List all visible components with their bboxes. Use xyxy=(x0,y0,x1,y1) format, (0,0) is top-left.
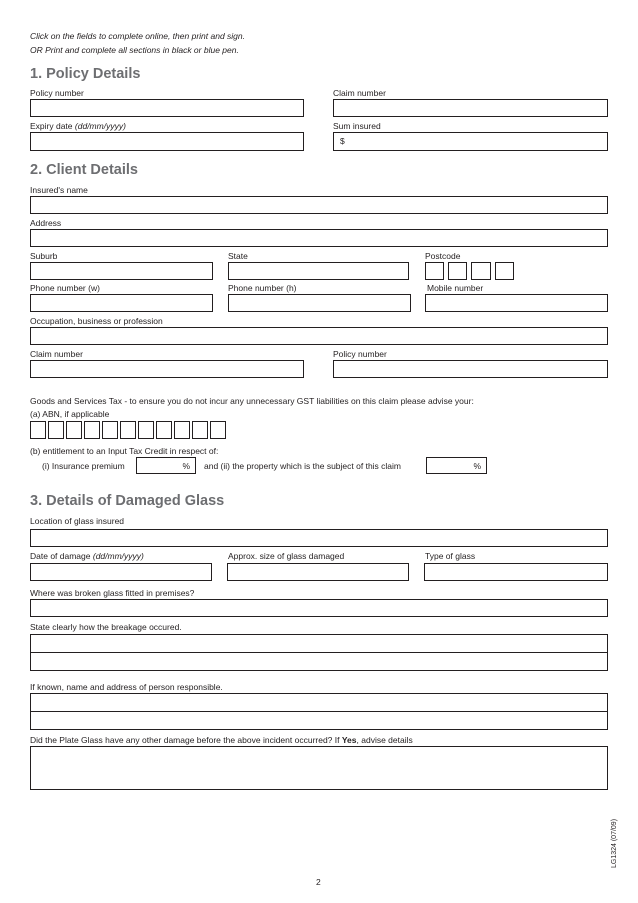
date-of-damage-label: Date of damage (dd/mm/yyyy) xyxy=(30,551,144,561)
expiry-date-label: Expiry date (dd/mm/yyyy) xyxy=(30,121,126,131)
how-occurred-field-line-2[interactable] xyxy=(30,652,608,671)
other-damage-label: Did the Plate Glass have any other damage before the above incident occurred? If Yes, advise details xyxy=(30,735,413,745)
abn-digit-8[interactable] xyxy=(156,421,172,439)
postcode-label: Postcode xyxy=(425,251,461,261)
gst-text: Goods and Services Tax - to ensure you do not incur any unnecessary GST liabilities on this claim please advise your: xyxy=(30,396,474,406)
policy-number-label: Policy number xyxy=(30,88,84,98)
abn-digit-3[interactable] xyxy=(66,421,82,439)
mobile-field[interactable] xyxy=(425,294,608,312)
section-1-title: 1. Policy Details xyxy=(30,66,141,82)
percent-sign: % xyxy=(473,461,481,471)
section-3-title: 3. Details of Damaged Glass xyxy=(30,493,225,509)
abn-digit-2[interactable] xyxy=(48,421,64,439)
occupation-field[interactable] xyxy=(30,327,608,345)
how-occurred-label: State clearly how the breakage occured. xyxy=(30,622,182,632)
sum-insured-field[interactable] xyxy=(333,132,608,151)
date-of-damage-field[interactable] xyxy=(30,563,212,581)
address-field[interactable] xyxy=(30,229,608,247)
expiry-date-field[interactable] xyxy=(30,132,304,151)
abn-digit-11[interactable] xyxy=(210,421,226,439)
currency-symbol: $ xyxy=(340,136,345,146)
glass-location-label: Location of glass insured xyxy=(30,516,125,526)
section-2-title: 2. Client Details xyxy=(30,162,138,178)
where-fitted-field[interactable] xyxy=(30,599,608,617)
abn-digit-1[interactable] xyxy=(30,421,46,439)
policy-number-field[interactable] xyxy=(30,99,304,117)
property-percent-field[interactable] xyxy=(426,457,487,474)
glass-location-field[interactable] xyxy=(30,529,608,547)
suburb-label: Suburb xyxy=(30,251,58,261)
address-label: Address xyxy=(30,218,62,228)
abn-digit-9[interactable] xyxy=(174,421,190,439)
occupation-label: Occupation, business or profession xyxy=(30,316,163,326)
type-of-glass-field[interactable] xyxy=(424,563,608,581)
insured-name-label: Insured's name xyxy=(30,185,88,195)
postcode-digit-1[interactable] xyxy=(425,262,444,280)
intro-line-1: Click on the fields to complete online, then print and sign. xyxy=(30,31,245,41)
postcode-digit-3[interactable] xyxy=(471,262,491,280)
phone-w-field[interactable] xyxy=(30,294,213,312)
client-policy-number-label: Policy number xyxy=(333,349,387,359)
person-responsible-field-line-2[interactable] xyxy=(30,711,608,730)
insurance-premium-percent-field[interactable] xyxy=(136,457,196,474)
abn-digit-6[interactable] xyxy=(120,421,136,439)
phone-h-label: Phone number (h) xyxy=(228,283,297,293)
approx-size-label: Approx. size of glass damaged xyxy=(228,551,345,561)
abn-label: (a) ABN, if applicable xyxy=(30,409,110,419)
postcode-digit-2[interactable] xyxy=(448,262,467,280)
how-occurred-field-line-1[interactable] xyxy=(30,634,608,653)
abn-digit-10[interactable] xyxy=(192,421,208,439)
sum-insured-label: Sum insured xyxy=(333,121,381,131)
state-field[interactable] xyxy=(228,262,409,280)
claim-number-field[interactable] xyxy=(333,99,608,117)
state-label: State xyxy=(228,251,248,261)
insurance-premium-label: (i) Insurance premium xyxy=(42,461,125,471)
postcode-digit-4[interactable] xyxy=(495,262,514,280)
where-fitted-label: Where was broken glass fitted in premises? xyxy=(30,588,195,598)
person-responsible-label: If known, name and address of person responsible. xyxy=(30,682,223,692)
form-code: LG1324 (07/09) xyxy=(611,818,618,868)
person-responsible-field-line-1[interactable] xyxy=(30,693,608,712)
suburb-field[interactable] xyxy=(30,262,213,280)
abn-digit-4[interactable] xyxy=(84,421,100,439)
abn-digit-7[interactable] xyxy=(138,421,154,439)
abn-digit-5[interactable] xyxy=(102,421,118,439)
approx-size-field[interactable] xyxy=(227,563,409,581)
intro-line-2: OR Print and complete all sections in black or blue pen. xyxy=(30,45,239,55)
phone-w-label: Phone number (w) xyxy=(30,283,100,293)
other-damage-field[interactable] xyxy=(30,746,608,790)
percent-sign: % xyxy=(182,461,190,471)
claim-number-label: Claim number xyxy=(333,88,386,98)
client-claim-number-field[interactable] xyxy=(30,360,304,378)
property-label: and (ii) the property which is the subject of this claim xyxy=(204,461,402,471)
insured-name-field[interactable] xyxy=(30,196,608,214)
type-of-glass-label: Type of glass xyxy=(425,551,476,561)
itc-label: (b) entitlement to an Input Tax Credit in respect of: xyxy=(30,446,219,456)
client-policy-number-field[interactable] xyxy=(333,360,608,378)
mobile-label: Mobile number xyxy=(427,283,484,293)
page-number: 2 xyxy=(316,877,321,887)
phone-h-field[interactable] xyxy=(228,294,411,312)
client-claim-number-label: Claim number xyxy=(30,349,83,359)
